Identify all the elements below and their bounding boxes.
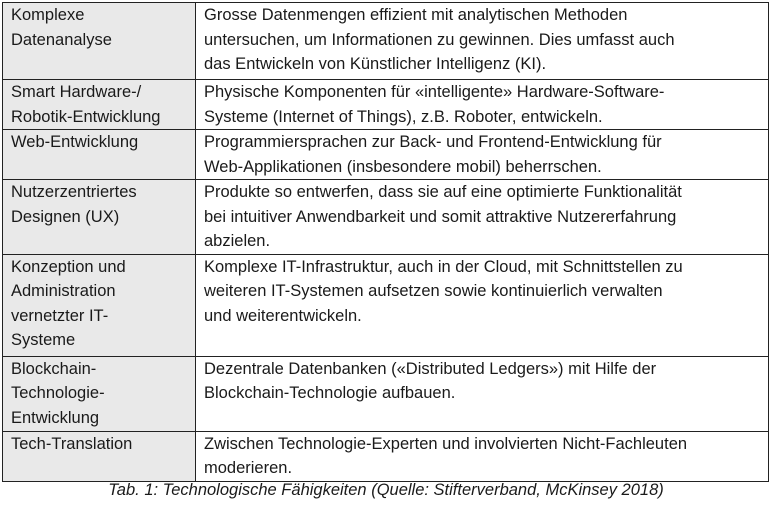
skill-description-cell [196, 254, 769, 356]
skill-name-line: Datenanalyse [11, 30, 112, 49]
skill-description-line: Grosse Datenmengen effizient mit analytischen Methoden [204, 6, 628, 24]
skill-name-line: Komplexe [11, 6, 85, 24]
skill-name-cell [3, 431, 196, 481]
skill-name-cell [3, 254, 196, 356]
skill-name-line: Systeme [11, 331, 76, 349]
skill-name-cell [3, 356, 196, 431]
skill-name-line: Entwicklung [11, 408, 100, 427]
skill-name-line: vernetzter IT- [11, 306, 109, 325]
skill-description-line: Physische Komponenten für «intelligente» Hardware-Software- [204, 83, 665, 101]
skill-name-line: Blockchain- [11, 359, 97, 378]
skill-description-line: und weiterentwickeln. [204, 306, 362, 325]
skill-name-line: Administration [11, 282, 116, 300]
skills-table-body [3, 3, 769, 482]
skill-description-cell [196, 130, 769, 180]
skill-description-line: Produkte so entwerfen, dass sie auf eine optimierte Funktionalität [204, 183, 682, 201]
skills-table [2, 2, 769, 482]
skill-name-line: Robotik-Entwicklung [11, 107, 161, 126]
skill-description-line: Systeme (Internet of Things), z.B. Roboter, entwickeln. [204, 107, 603, 126]
skill-description-line: moderieren. [204, 459, 293, 477]
skill-description-cell [196, 3, 769, 80]
skill-description-line: Blockchain-Technologie aufbauen. [204, 384, 456, 402]
skill-name-line: Nutzerzentriertes [11, 183, 137, 201]
skill-name-line: Konzeption und [11, 257, 126, 276]
skill-description-cell [196, 80, 769, 130]
table-row [3, 180, 769, 255]
skill-name-line: Tech-Translation [11, 434, 133, 453]
skill-description-line: abzielen. [204, 232, 271, 250]
skill-name-cell [3, 3, 196, 80]
skill-description-line: Komplexe IT-Infrastruktur, auch in der Cloud, mit Schnittstellen zu [204, 257, 683, 276]
table-row [3, 80, 769, 130]
skill-name-line: Web-Entwicklung [11, 133, 139, 151]
skill-description-cell [196, 431, 769, 481]
skill-description-cell [196, 180, 769, 255]
table-row [3, 431, 769, 481]
skill-description-line: Zwischen Technologie-Experten und involvierten Nicht-Fachleuten [204, 434, 688, 453]
table-caption: Tab. 1: Technologische Fähigkeiten (Quelle: Stifterverband, McKinsey 2018) [108, 481, 664, 499]
skill-name-cell [3, 80, 196, 130]
table-row [3, 356, 769, 431]
skill-name-line: Technologie- [11, 384, 105, 402]
table-row [3, 3, 769, 80]
table-row [3, 130, 769, 180]
skill-description-line: untersuchen, um Informationen zu gewinnen. Dies umfasst auch [204, 30, 675, 49]
skill-description-cell [196, 356, 769, 431]
skill-name-line: Smart Hardware-/ [11, 83, 142, 101]
skill-description-line: weiteren IT-Systemen aufsetzen sowie kontinuierlich verwalten [204, 282, 663, 300]
skill-description-line: bei intuitiver Anwendbarkeit und somit attraktive Nutzererfahrung [204, 207, 677, 226]
table-row [3, 254, 769, 356]
skill-name-line: Designen (UX) [11, 207, 120, 226]
skill-description-line: Dezentrale Datenbanken («Distributed Ledgers») mit Hilfe der [204, 359, 657, 378]
skill-name-cell [3, 130, 196, 180]
skill-description-line: Programmiersprachen zur Back- und Frontend-Entwicklung für [204, 133, 662, 151]
skill-description-line: Web-Applikationen (insbesondere mobil) beherrschen. [204, 157, 602, 176]
skill-name-cell [3, 180, 196, 255]
skill-description-line: das Entwickeln von Künstlicher Intelligenz (KI). [204, 55, 547, 73]
